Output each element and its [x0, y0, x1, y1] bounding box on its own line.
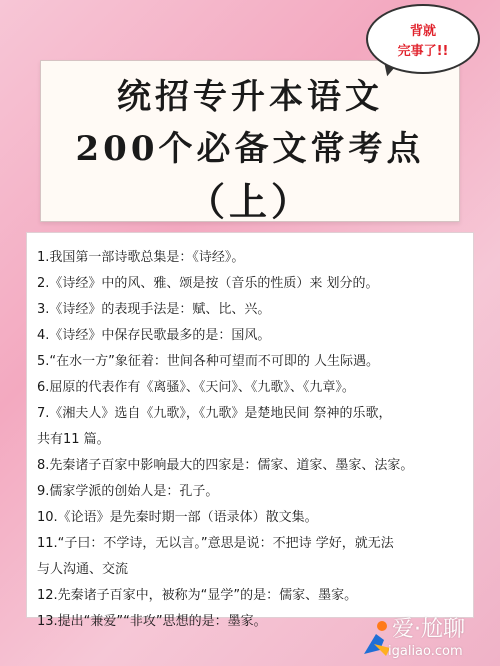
list-item: 1.我国第一部诗歌总集是：《诗经》。: [37, 250, 245, 265]
list-item: 与人沟通、交流: [37, 562, 129, 577]
list-item: 3.《诗经》的表现手法是：赋、比、兴。: [37, 302, 271, 317]
list-item: 13.提出“兼爱”“非攻”思想的是：墨家。: [37, 614, 267, 629]
list-item: 8.先秦诸子百家中影响最大的四家是：儒家、道家、墨家、法家。: [37, 458, 414, 473]
list-item: 2.《诗经》中的风、雅、颂是按（音乐的性质）来 划分的。: [37, 276, 379, 291]
title-line-2: 200个必备文常考点: [75, 129, 425, 169]
item-list: [37, 245, 467, 635]
watermark-url: igaliao.com: [388, 644, 463, 659]
content-card: [26, 232, 474, 629]
list-item: 4.《诗经》中保存民歌最多的是：国风。: [37, 328, 271, 343]
list-item: 7.《湘夫人》选自《九歌》，《九歌》是楚地民间 祭神的乐歌，: [37, 406, 392, 421]
bubble-text-line1: 背就: [409, 24, 436, 39]
list-item: 12.先秦诸子百家中，被称为“显学”的是：儒家、墨家。: [37, 588, 358, 603]
list-item: 共有11 篇。: [37, 432, 110, 447]
list-item: 9.儒家学派的创始人是：孔子。: [37, 484, 219, 499]
title-line-1: 统招专升本语文: [117, 77, 383, 117]
title-line-3: （上）: [186, 179, 313, 224]
watermark-brand: 爱·尬聊: [392, 617, 465, 642]
watermark-logo: [360, 612, 500, 666]
list-item: 5.“在水一方”象征着：世间各种可望而不可即的 人生际遇。: [37, 354, 380, 369]
list-item: 10.《论语》是先秦时期一部（语录体）散文集。: [37, 510, 318, 525]
list-item: 11.“子曰：不学诗，无以言。”意思是说：不把诗 学好，就无法: [37, 536, 394, 551]
speech-bubble: [366, 4, 480, 74]
bubble-text-line2: 完事了!!: [397, 44, 449, 59]
title-card: [40, 60, 460, 222]
list-item: 6.屈原的代表作有《离骚》、《天问》、《九歌》、《九章》。: [37, 380, 355, 395]
